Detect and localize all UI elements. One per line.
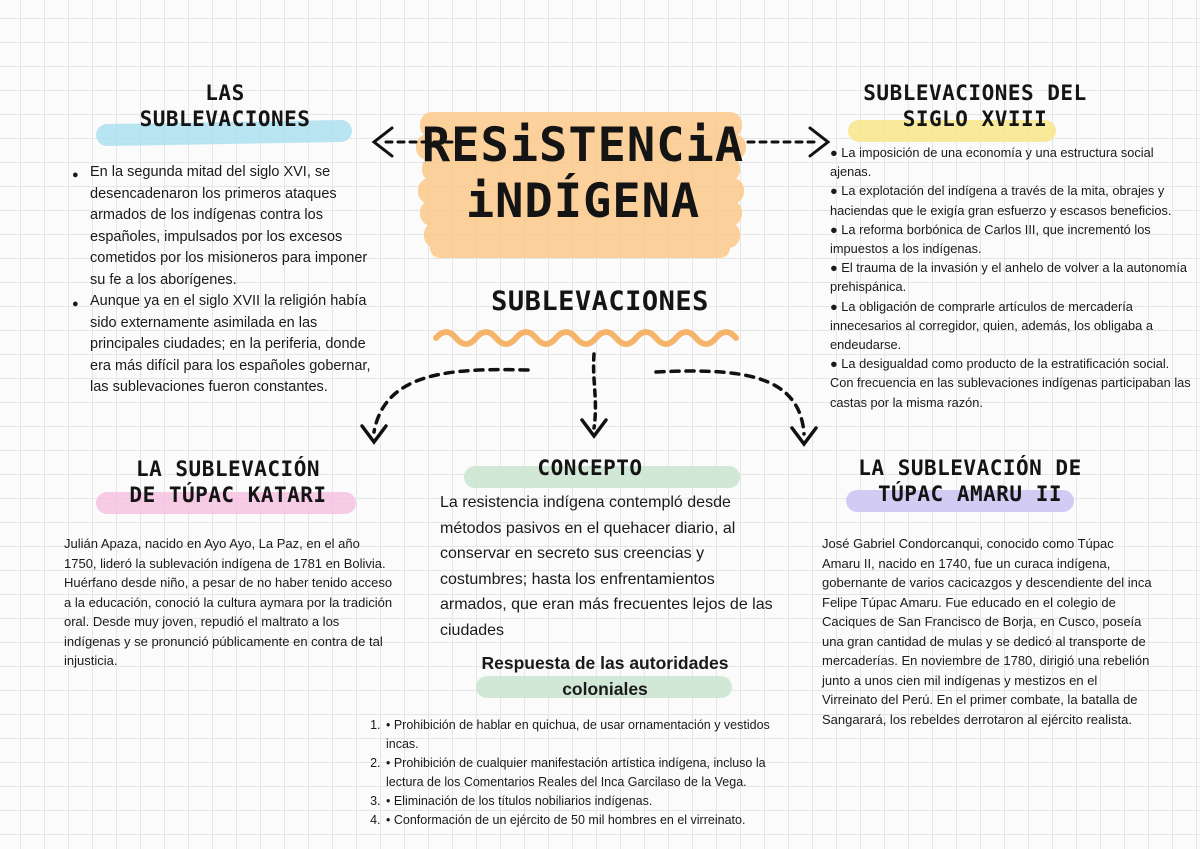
siglo-xviii-heading-line2: SIGLO XVIII [902,107,1048,131]
main-title [420,118,746,230]
concepto-text [440,490,780,643]
amaru-heading-line2: TÚPAC AMARU II [877,482,1062,506]
siglo-xviii-heading-line1: SUBLEVACIONES DEL [863,81,1087,105]
list-item: ● La explotación del indígena a través de la mita, obrajes y haciendas que le exigía gran esfuerzo y escasos beneficios. [830,183,1172,218]
title-right-arrow [748,128,828,156]
amaru-text [822,534,1152,729]
katari-text [64,534,394,671]
respuesta-heading-line1: Respuesta de las autoridades [481,653,729,673]
list-item: 3. • Eliminación de los títulos nobiliarios indígenas. [384,792,805,811]
las-sublevaciones-heading-line1: LAS [205,81,245,105]
list-item: ● El trauma de la invasión y el anhelo de volver a la autonomía prehispánica. [830,260,1188,295]
katari-paragraph: Julián Apaza, nacido en Ayo Ayo, La Paz, en el año 1750, lideró la sublevación indígena de 1781 en Bolivia. Huérfano desde niño, a pesar de no haber tenido acceso a la educación, conoció la cultura aymara por la tradición oral. Desde muy joven, repudió el maltrato a los indígenas y se pronunció públicamente en contra de tal injusticia. [64,536,393,668]
list-item: 4. • Conformación de un ejército de 50 mil hombres en el virreinato. [384,811,805,830]
katari-heading [108,456,348,508]
las-sublevaciones-heading [120,80,330,132]
respuesta-heading [440,650,770,702]
list-item: 1. • Prohibición de hablar en quichua, de usar ornamentación y vestidos incas. [384,716,805,754]
branch-arrow-center [582,354,606,436]
main-title-line2: iNDÍGENA [465,174,701,229]
las-sublevaciones-text [72,162,384,399]
list-item: ● En la segunda mitad del siglo XVI, se desencadenaron los primeros ataques armados de los indígenas contra los españoles, impulsados por los excesos cometidos por los misioneros para imponer su fe a los aborígenes. [90,162,384,291]
concepto-paragraph: La resistencia indígena contempló desde métodos pasivos en el quehacer diario, al conservar en secreto sus creencias y costumbres; hasta los enfrentamientos armados, que eran más frecuentes lejos de las ciudades [440,494,773,639]
list-item: ● Aunque ya en el siglo XVII la religión había sido externamente asimilada en las principales ciudades; en la periferia, donde era más difícil para los españoles gobernar, las sublevaciones fueron constantes. [90,291,384,399]
katari-heading-line1: LA SUBLEVACIÓN [135,457,320,481]
siglo-xviii-text [830,143,1192,412]
branch-arrow-left [362,370,528,442]
respuesta-heading-line2: coloniales [562,679,648,699]
list-item: ● La obligación de comprarle artículos de mercadería innecesarios al corregidor, quien, además, los obligaba a endeudarse. [830,298,1153,353]
list-item: ● La desigualdad como producto de la estratificación social. Con frecuencia en las sublevaciones indígenas participaban las castas por la misma razón. [830,356,1191,410]
amaru-heading-line1: LA SUBLEVACIÓN DE [858,456,1082,480]
subtitle: SUBLEVACIONES [491,286,709,317]
amaru-paragraph: José Gabriel Condorcanqui, conocido como Túpac Amaru II, nacido en 1740, fue un curaca indígena, gobernante de varios cacicazgos y descendiente del inca Felipe Túpac Amaru. Fue educado en el colegio de Caciques de San Francisco de Borja, en Cusco, poseía una gran cantidad de mulas y se dedicó al transporte de mercaderías. En noviembre de 1780, dirigió una rebelión junto a unos cien mil indígenas y mestizos en el Virreinato del Perú. En el primer combate, la batalla de Sangarará, los rebeldes derrotaron al ejército realista. [822,536,1152,727]
list-item: ● La imposición de una economía y una estructura social ajenas. [830,145,1154,180]
branch-arrow-right [656,371,816,444]
list-item: ● La reforma borbónica de Carlos III, que incrementó los impuestos a los indígenas. [830,221,1151,257]
respuesta-list [360,716,805,830]
las-sublevaciones-heading-line2: SUBLEVACIONES [139,107,311,131]
concepto-heading: CONCEPTO [537,456,643,480]
main-title-line1: RESiSTENCiA [421,118,745,173]
list-item: 2. • Prohibición de cualquier manifestación artística indígena, incluso la lectura de los Comentarios Reales del Inca Garcilaso de la Vega. [384,754,805,792]
siglo-xviii-heading [840,80,1110,132]
subtitle-squiggle [436,332,736,344]
katari-heading-line2: DE TÚPAC KATARI [129,483,327,507]
amaru-heading [850,455,1090,507]
